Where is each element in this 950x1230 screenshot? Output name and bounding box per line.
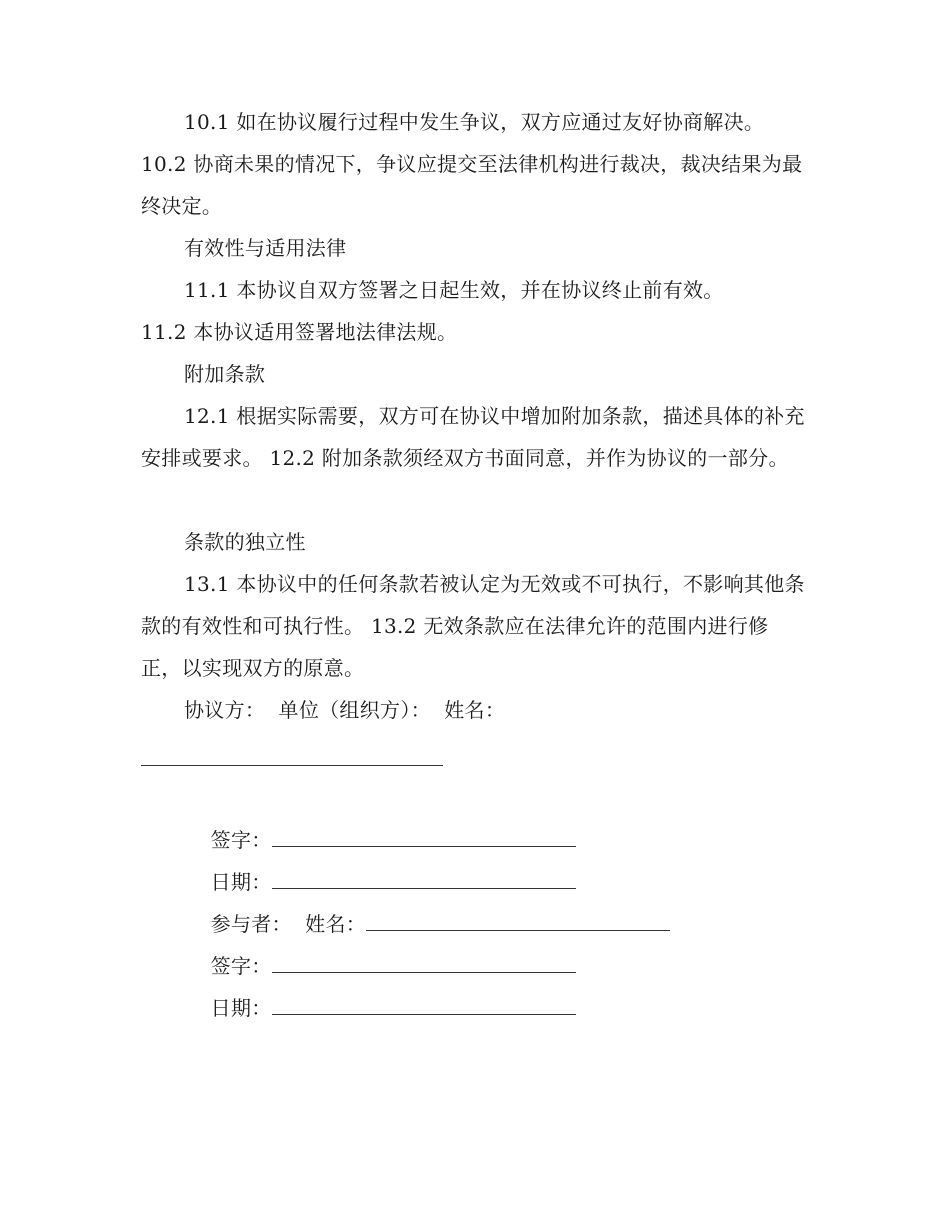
clause-12: 12.1 根据实际需要，双方可在协议中增加附加条款，描述具体的补充安排或要求。 12.2 附加条款须经双方书面同意，并作为协议的一部分。 xyxy=(141,404,805,470)
party-line: 协议方： 单位（组织方）： 姓名： xyxy=(184,698,506,722)
section-heading-validity: 有效性与适用法律 xyxy=(184,236,347,260)
date-label: 日期： xyxy=(210,996,272,1020)
clause-11-1: 11.1 本协议自双方签署之日起生效，并在协议终止前有效。 xyxy=(184,278,724,302)
clause-10-2: 10.2 协商未果的情况下，争议应提交至法律机构进行裁决，裁决结果为最终决定。 xyxy=(141,152,803,218)
clause-11-2: 11.2 本协议适用签署地法律法规。 xyxy=(141,320,458,344)
section-heading-severability: 条款的独立性 xyxy=(184,530,306,554)
date-blank[interactable] xyxy=(272,996,576,1015)
party-name-blank-line[interactable] xyxy=(141,765,443,766)
date-label: 日期： xyxy=(210,870,272,894)
sign-label: 签字： xyxy=(210,828,272,852)
date-row-2 xyxy=(184,945,576,1071)
section-heading-additional-terms: 附加条款 xyxy=(184,362,266,386)
clause-10-1: 10.1 如在协议履行过程中发生争议，双方应通过友好协商解决。 xyxy=(184,110,765,134)
sign-label: 签字： xyxy=(210,954,272,978)
participant-label: 参与者： 姓名： xyxy=(210,912,367,936)
clause-13: 13.1 本协议中的任何条款若被认定为无效或不可执行，不影响其他条款的有效性和可执行性。 13.2 无效条款应在法律允许的范围内进行修正，以实现双方的原意。 xyxy=(141,572,805,680)
